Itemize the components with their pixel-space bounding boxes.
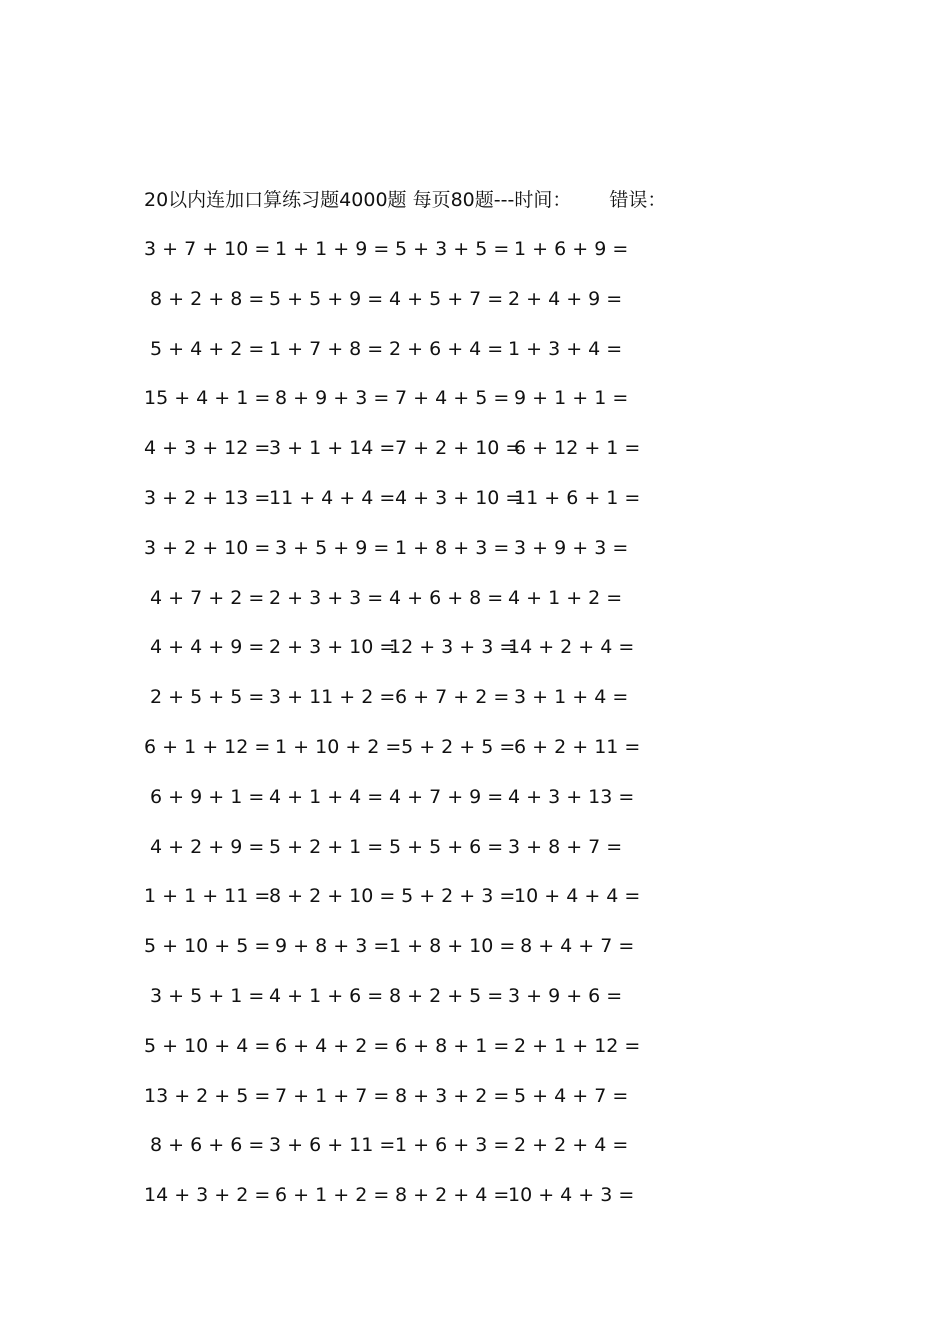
addition-problem: 4 + 1 + 2 = bbox=[508, 586, 623, 609]
addition-problem: 1 + 1 + 11 = bbox=[144, 885, 271, 908]
addition-problem: 3 + 8 + 7 = bbox=[508, 835, 623, 858]
problem-row bbox=[144, 833, 704, 883]
problem-row bbox=[144, 882, 704, 932]
addition-problem: 4 + 1 + 4 = bbox=[269, 785, 384, 808]
addition-problem: 4 + 3 + 13 = bbox=[508, 785, 635, 808]
addition-problem: 1 + 3 + 4 = bbox=[508, 337, 623, 360]
problem-row bbox=[144, 434, 704, 484]
addition-problem: 7 + 1 + 7 = bbox=[269, 1084, 390, 1107]
problem-grid bbox=[144, 235, 704, 1231]
addition-problem: 8 + 4 + 7 = bbox=[508, 935, 635, 958]
problem-row bbox=[144, 683, 704, 733]
addition-problem: 4 + 2 + 9 = bbox=[144, 835, 265, 858]
addition-problem: 3 + 7 + 10 = bbox=[144, 238, 271, 260]
addition-problem: 5 + 2 + 5 = bbox=[389, 735, 516, 758]
addition-problem: 14 + 3 + 2 = bbox=[144, 1184, 271, 1207]
addition-problem: 5 + 2 + 3 = bbox=[389, 885, 516, 908]
addition-problem: 4 + 7 + 9 = bbox=[389, 785, 504, 808]
addition-problem: 2 + 3 + 10 = bbox=[269, 636, 396, 659]
addition-problem: 6 + 9 + 1 = bbox=[144, 785, 265, 808]
problem-row bbox=[144, 1131, 704, 1181]
addition-problem: 2 + 6 + 4 = bbox=[389, 337, 504, 360]
addition-problem: 12 + 3 + 3 = bbox=[389, 636, 516, 659]
addition-problem: 8 + 9 + 3 = bbox=[269, 387, 390, 410]
addition-problem: 4 + 6 + 8 = bbox=[389, 586, 504, 609]
addition-problem: 5 + 3 + 5 = bbox=[389, 238, 510, 260]
addition-problem: 3 + 5 + 9 = bbox=[269, 536, 390, 559]
problem-row bbox=[144, 1032, 704, 1082]
addition-problem: 4 + 5 + 7 = bbox=[389, 287, 504, 310]
addition-problem: 4 + 1 + 6 = bbox=[269, 984, 384, 1007]
addition-problem: 5 + 10 + 5 = bbox=[144, 935, 271, 958]
addition-problem: 3 + 1 + 4 = bbox=[508, 686, 629, 709]
addition-problem: 8 + 2 + 4 = bbox=[389, 1184, 510, 1207]
addition-problem: 6 + 1 + 2 = bbox=[269, 1184, 390, 1207]
problem-row bbox=[144, 932, 704, 982]
problem-row bbox=[144, 1181, 704, 1231]
addition-problem: 6 + 8 + 1 = bbox=[389, 1034, 510, 1057]
addition-problem: 2 + 3 + 3 = bbox=[269, 586, 384, 609]
problem-row bbox=[144, 633, 704, 683]
addition-problem: 6 + 4 + 2 = bbox=[269, 1034, 390, 1057]
problem-row bbox=[144, 335, 704, 385]
addition-problem: 15 + 4 + 1 = bbox=[144, 387, 271, 410]
addition-problem: 7 + 4 + 5 = bbox=[389, 387, 510, 410]
addition-problem: 3 + 9 + 6 = bbox=[508, 984, 623, 1007]
addition-problem: 2 + 4 + 9 = bbox=[508, 287, 623, 310]
addition-problem: 4 + 4 + 9 = bbox=[144, 636, 265, 659]
worksheet-header bbox=[144, 186, 666, 214]
addition-problem: 1 + 10 + 2 = bbox=[269, 735, 402, 758]
addition-problem: 8 + 2 + 10 = bbox=[269, 885, 396, 908]
addition-problem: 8 + 2 + 8 = bbox=[144, 287, 265, 310]
addition-problem: 5 + 5 + 6 = bbox=[389, 835, 504, 858]
addition-problem: 9 + 8 + 3 = bbox=[269, 935, 390, 958]
problem-row bbox=[144, 384, 704, 434]
addition-problem: 11 + 6 + 1 = bbox=[508, 486, 641, 509]
addition-problem: 5 + 4 + 7 = bbox=[508, 1084, 629, 1107]
addition-problem: 2 + 5 + 5 = bbox=[144, 686, 265, 709]
addition-problem: 3 + 2 + 10 = bbox=[144, 536, 271, 559]
addition-problem: 4 + 7 + 2 = bbox=[144, 586, 265, 609]
addition-problem: 1 + 8 + 3 = bbox=[389, 536, 510, 559]
addition-problem: 9 + 1 + 1 = bbox=[508, 387, 629, 410]
addition-problem: 3 + 6 + 11 = bbox=[269, 1134, 396, 1157]
problem-row bbox=[144, 584, 704, 634]
addition-problem: 6 + 7 + 2 = bbox=[389, 686, 510, 709]
problem-row bbox=[144, 484, 704, 534]
addition-problem: 3 + 2 + 13 = bbox=[144, 486, 271, 509]
addition-problem: 4 + 3 + 10 = bbox=[389, 486, 522, 509]
title-and-time-label: 20以内连加口算练习题4000题 每页80题---时间： bbox=[144, 189, 572, 211]
addition-problem: 8 + 2 + 5 = bbox=[389, 984, 504, 1007]
addition-problem: 10 + 4 + 4 = bbox=[508, 885, 641, 908]
addition-problem: 3 + 1 + 14 = bbox=[269, 437, 396, 460]
addition-problem: 7 + 2 + 10 = bbox=[389, 437, 522, 460]
addition-problem: 6 + 1 + 12 = bbox=[144, 735, 271, 758]
addition-problem: 1 + 7 + 8 = bbox=[269, 337, 384, 360]
problem-row bbox=[144, 982, 704, 1032]
problem-row bbox=[144, 285, 704, 335]
problem-row bbox=[144, 534, 704, 584]
addition-problem: 3 + 9 + 3 = bbox=[508, 536, 629, 559]
addition-problem: 3 + 5 + 1 = bbox=[144, 984, 265, 1007]
addition-problem: 2 + 2 + 4 = bbox=[508, 1134, 629, 1157]
addition-problem: 1 + 6 + 3 = bbox=[389, 1134, 510, 1157]
addition-problem: 2 + 1 + 12 = bbox=[508, 1034, 641, 1057]
addition-problem: 11 + 4 + 4 = bbox=[269, 486, 396, 509]
addition-problem: 1 + 8 + 10 = bbox=[389, 935, 516, 958]
problem-row bbox=[144, 235, 704, 285]
problem-row bbox=[144, 1082, 704, 1132]
addition-problem: 6 + 12 + 1 = bbox=[508, 437, 641, 460]
addition-problem: 6 + 2 + 11 = bbox=[508, 735, 641, 758]
addition-problem: 5 + 4 + 2 = bbox=[144, 337, 265, 360]
addition-problem: 1 + 1 + 9 = bbox=[269, 238, 390, 260]
addition-problem: 1 + 6 + 9 = bbox=[508, 238, 629, 260]
addition-problem: 5 + 2 + 1 = bbox=[269, 835, 384, 858]
addition-problem: 3 + 11 + 2 = bbox=[269, 686, 396, 709]
addition-problem: 13 + 2 + 5 = bbox=[144, 1084, 271, 1107]
addition-problem: 14 + 2 + 4 = bbox=[508, 636, 635, 659]
problem-row bbox=[144, 783, 704, 833]
addition-problem: 5 + 5 + 9 = bbox=[269, 287, 384, 310]
addition-problem: 5 + 10 + 4 = bbox=[144, 1034, 271, 1057]
addition-problem: 8 + 6 + 6 = bbox=[144, 1134, 265, 1157]
addition-problem: 8 + 3 + 2 = bbox=[389, 1084, 510, 1107]
errors-label: 错误： bbox=[609, 189, 667, 211]
addition-problem: 4 + 3 + 12 = bbox=[144, 437, 271, 460]
problem-row bbox=[144, 733, 704, 783]
addition-problem: 10 + 4 + 3 = bbox=[508, 1184, 635, 1207]
